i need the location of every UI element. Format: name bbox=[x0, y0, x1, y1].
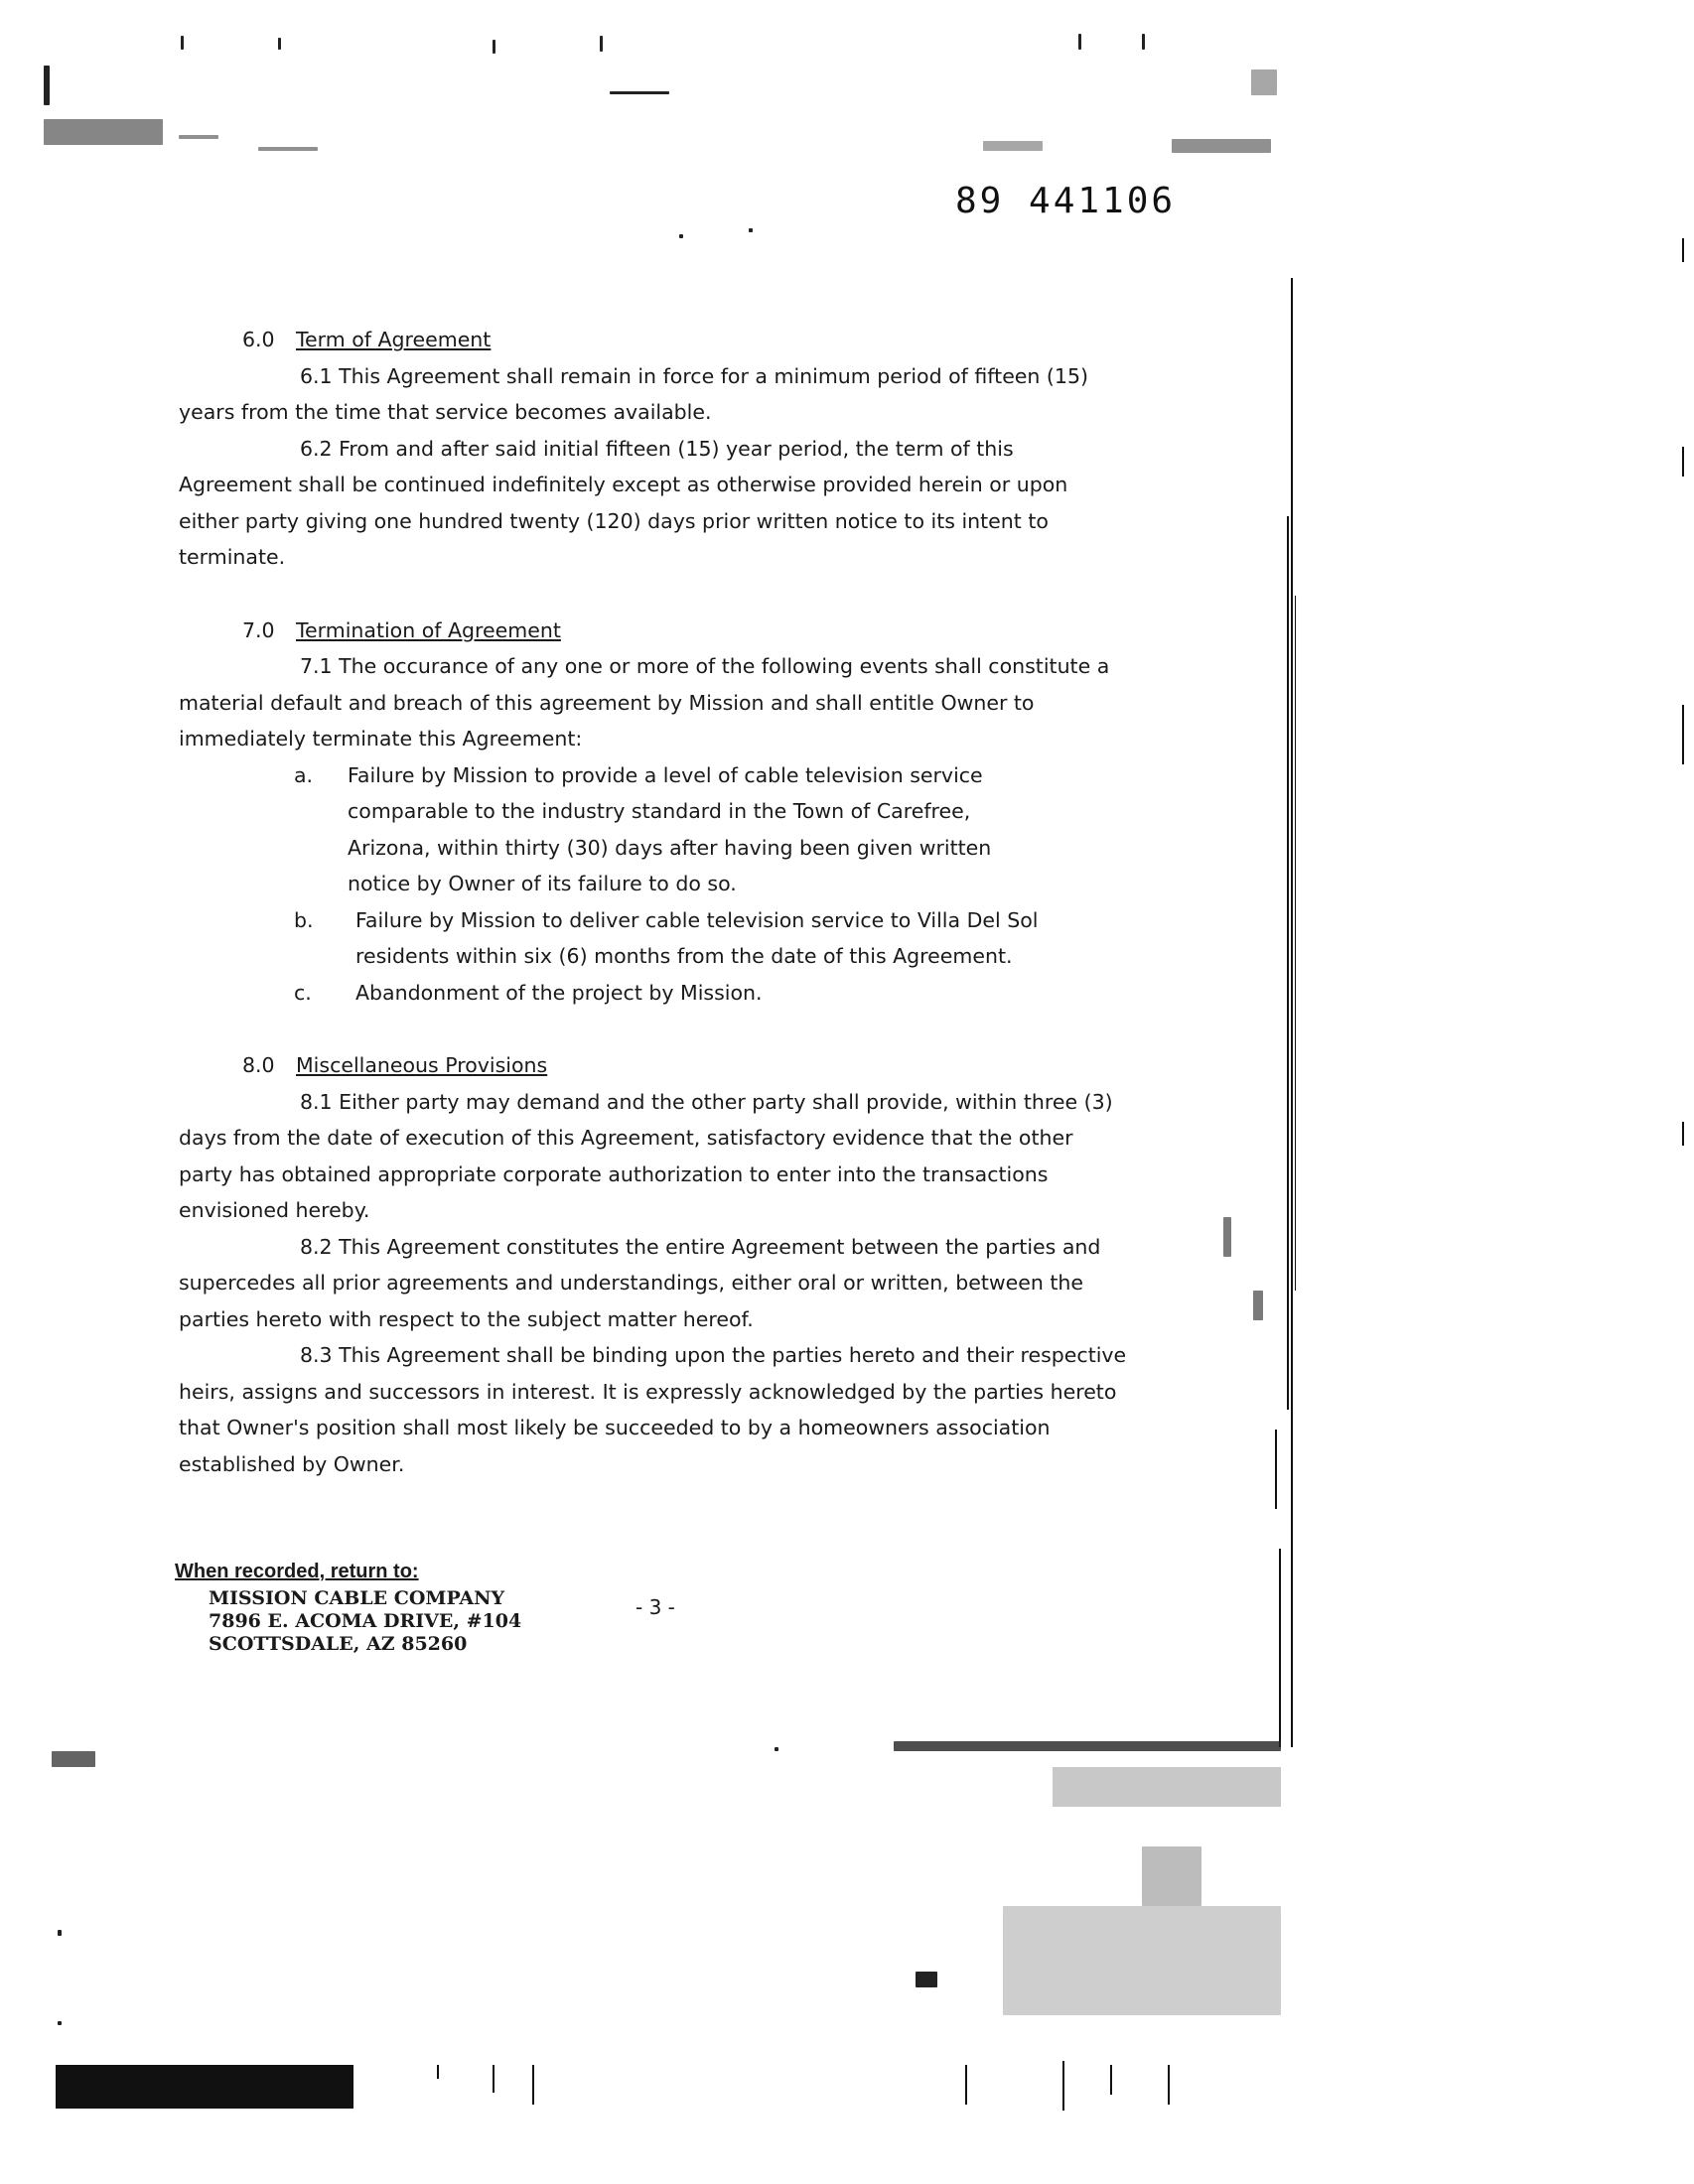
section-number: 7.0 bbox=[242, 617, 275, 642]
list-item-label: a. bbox=[294, 762, 314, 787]
return-address-line: SCOTTSDALE, AZ 85260 bbox=[209, 1633, 468, 1655]
paragraph-8-3: 8.3 This Agreement shall be binding upon the parties hereto and their respective heirs, assigns and successors in interest. It is expressly acknowledged by the parties hereto that Owner's position shall most likely be succeeded to by a homeowners association established by Owner. bbox=[179, 1343, 1127, 1476]
list-item bbox=[294, 757, 1132, 902]
return-address-line: 7896 E. ACOMA DRIVE, #104 bbox=[209, 1610, 522, 1632]
paragraph-8-2: 8.2 This Agreement constitutes the entire Agreement between the parties and supercedes all prior agreements and understandings, either oral or written, between the parties hereto with respect to the subject matter hereof. bbox=[179, 1234, 1101, 1331]
section-term-of-agreement bbox=[179, 322, 1132, 576]
section-number: 6.0 bbox=[242, 328, 275, 351]
return-label: When recorded, return to: bbox=[175, 1561, 419, 1582]
document-number: 89 441106 bbox=[955, 181, 1177, 221]
section-heading bbox=[242, 613, 1132, 649]
paragraph-8-1: 8.1 Either party may demand and the other party shall provide, within three (3) days from the date of execution of this Agreement, satisfactory evidence that the other party has obtained appropriate corporate authorization to enter into the transactions envisioned hereby. bbox=[179, 1089, 1113, 1222]
page-number: - 3 - bbox=[635, 1595, 675, 1619]
section-termination-of-agreement bbox=[179, 613, 1132, 1012]
list-item-text: Failure by Mission to deliver cable television service to Villa Del Sol residents within six (6) months from the date of this Agreement. bbox=[355, 907, 1039, 968]
section-heading bbox=[242, 322, 1132, 358]
section-title: Miscellaneous Provisions bbox=[296, 1053, 548, 1077]
return-address bbox=[175, 1587, 521, 1656]
list-item-text: Failure by Mission to provide a level of cable television service comparable to the industry standard in the Town of Carefree, Arizona, within thirty (30) days after having been given written notice by Owner of its failure to do so. bbox=[348, 762, 992, 895]
list-item bbox=[294, 902, 1132, 975]
agreement-body bbox=[179, 322, 1132, 1519]
list-item bbox=[294, 975, 1132, 1012]
section-title: Term of Agreement bbox=[296, 328, 492, 351]
section-heading bbox=[242, 1047, 1132, 1084]
paragraph-7-1: 7.1 The occurance of any one or more of the following events shall constitute a material default and breach of this agreement by Mission and shall entitle Owner to immediately terminate this Agreement: bbox=[179, 654, 1110, 751]
list-item-label: c. bbox=[294, 980, 312, 1005]
return-address-line: MISSION CABLE COMPANY bbox=[209, 1587, 505, 1609]
section-title: Termination of Agreement bbox=[296, 617, 561, 642]
paragraph-6-1: 6.1 This Agreement shall remain in force for a minimum period of fifteen (15) years from the time that service becomes available. bbox=[179, 363, 1089, 424]
list-item-text: Abandonment of the project by Mission. bbox=[355, 980, 763, 1005]
return-address-block bbox=[175, 1561, 521, 1656]
paragraph-6-2: 6.2 From and after said initial fifteen (15) year period, the term of this Agreement shall be continued indefinitely except as otherwise provided herein or upon either party giving one hundred twenty (120) days prior written notice to its intent to terminate. bbox=[179, 436, 1068, 569]
section-number: 8.0 bbox=[242, 1053, 275, 1077]
section-miscellaneous-provisions bbox=[179, 1047, 1132, 1482]
list-item-label: b. bbox=[294, 907, 314, 932]
